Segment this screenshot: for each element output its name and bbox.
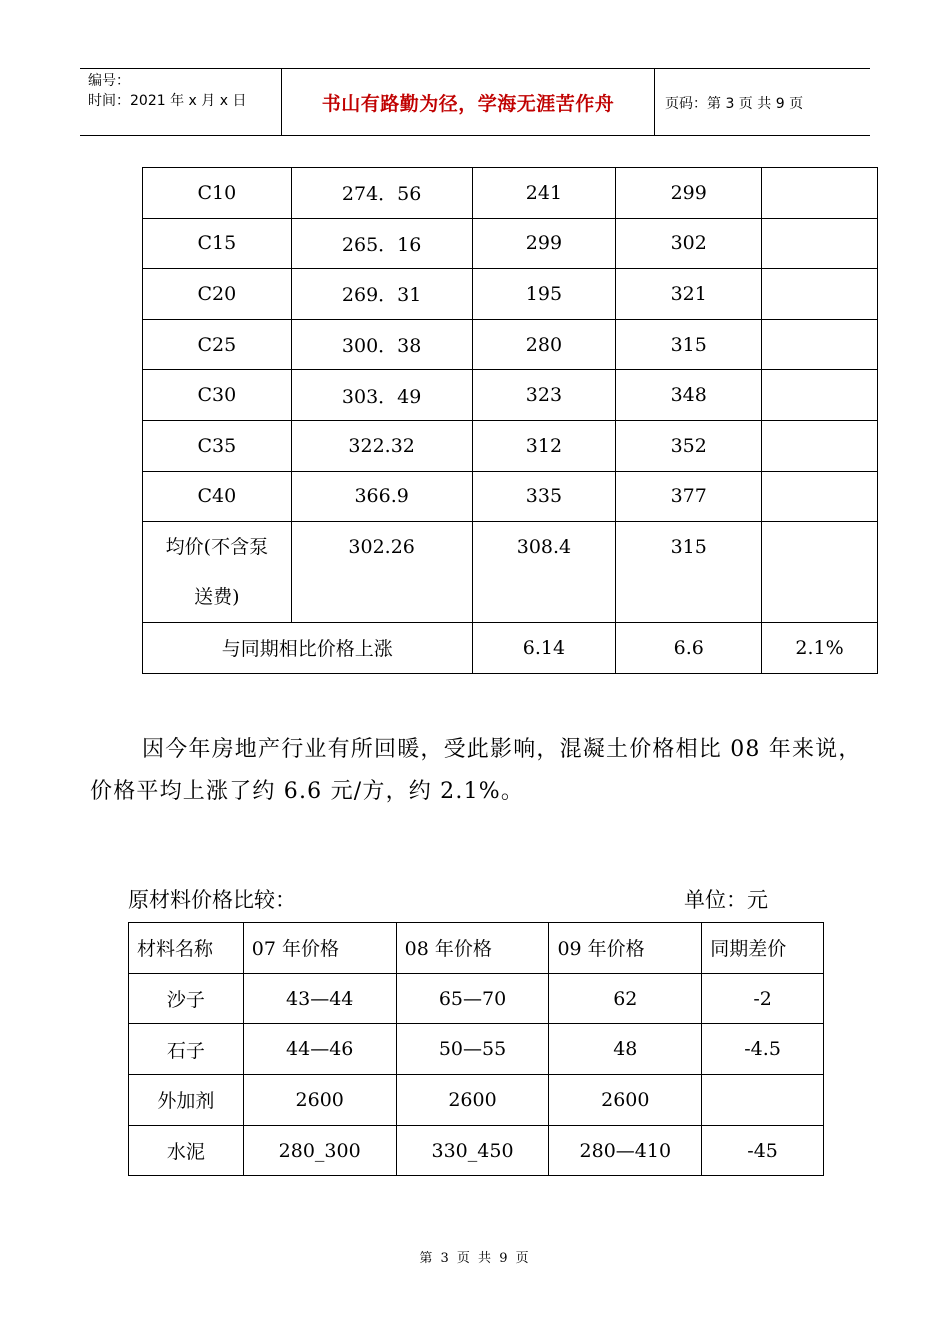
value-cell: 377 (616, 471, 762, 522)
materials-price-table (128, 922, 824, 1176)
value-cell: 241 (472, 168, 616, 219)
value-cell: 280_300 (243, 1125, 396, 1176)
value-cell: 195 (472, 269, 616, 320)
material-name-cell: 外加剂 (129, 1075, 244, 1126)
value-cell (762, 471, 878, 522)
grade-cell: C15 (143, 218, 292, 269)
value-cell: 274．56 (291, 168, 472, 219)
table-row (129, 1024, 824, 1075)
page-label: 页码：第 3 页 共 9 页 (665, 96, 804, 112)
value-cell (762, 522, 878, 623)
value-cell: 62 (549, 973, 702, 1024)
concrete-price-table (142, 167, 878, 674)
table-row (143, 319, 878, 370)
table-row (143, 420, 878, 471)
value-cell: 315 (616, 522, 762, 623)
date-label: 时间：2021 年 x 月 x 日 (88, 93, 247, 109)
rise-label-cell: 与同期相比价格上涨 (143, 623, 473, 674)
average-label-cell (143, 522, 292, 623)
value-cell: 323 (472, 370, 616, 421)
material-name-cell: 沙子 (129, 973, 244, 1024)
header-row (129, 923, 824, 974)
number-label: 编号： (88, 73, 130, 89)
column-header: 09 年价格 (549, 923, 702, 974)
value-cell (762, 269, 878, 320)
value-cell (762, 168, 878, 219)
column-header: 08 年价格 (396, 923, 549, 974)
value-cell: 6.14 (472, 623, 616, 674)
value-cell: 50—55 (396, 1024, 549, 1075)
value-cell: 366.9 (291, 471, 472, 522)
value-cell: 299 (472, 218, 616, 269)
column-header: 07 年价格 (243, 923, 396, 974)
average-row (143, 522, 878, 623)
value-cell: 280—410 (549, 1125, 702, 1176)
value-cell: 308.4 (472, 522, 616, 623)
value-cell: 2600 (549, 1075, 702, 1126)
value-cell: 303．49 (291, 370, 472, 421)
table-row (129, 1125, 824, 1176)
table-row (143, 218, 878, 269)
value-cell: 280 (472, 319, 616, 370)
rise-row (143, 623, 878, 674)
grade-cell: C10 (143, 168, 292, 219)
value-cell: 315 (616, 319, 762, 370)
value-cell: 43—44 (243, 973, 396, 1024)
grade-cell: C20 (143, 269, 292, 320)
value-cell: 269．31 (291, 269, 472, 320)
value-cell: 65—70 (396, 973, 549, 1024)
value-cell: 300．38 (291, 319, 472, 370)
value-cell (762, 319, 878, 370)
header-meta (80, 69, 281, 135)
value-cell: 322.32 (291, 420, 472, 471)
page-footer: 第 3 页 共 9 页 (419, 1251, 531, 1266)
value-cell: 48 (549, 1024, 702, 1075)
material-name-cell: 水泥 (129, 1125, 244, 1176)
unit-label: 单位：元 (684, 888, 768, 912)
table-row (143, 269, 878, 320)
summary-paragraph: 因今年房地产行业有所回暖，受此影响，混凝土价格相比 08 年来说，价格平均上涨了约 6.6 元/方，约 2.1%。 (90, 737, 862, 804)
value-cell: 348 (616, 370, 762, 421)
value-cell: 44—46 (243, 1024, 396, 1075)
motto: 书山有路勤为径，学海无涯苦作舟 (321, 93, 615, 115)
value-cell (762, 370, 878, 421)
value-cell: 299 (616, 168, 762, 219)
materials-caption: 原材料价格比较： (128, 888, 296, 912)
table-row (129, 1075, 824, 1126)
value-cell: 330_450 (396, 1125, 549, 1176)
material-name-cell: 石子 (129, 1024, 244, 1075)
grade-cell: C25 (143, 319, 292, 370)
value-cell: 312 (472, 420, 616, 471)
grade-cell: C35 (143, 420, 292, 471)
average-label-line1: 均价(不含泵 (165, 536, 269, 559)
header-motto-cell (281, 69, 655, 135)
table-row (143, 471, 878, 522)
value-cell: 265．16 (291, 218, 472, 269)
average-label-line2: 送费) (194, 586, 240, 609)
column-header: 材料名称 (129, 923, 244, 974)
grade-cell: C30 (143, 370, 292, 421)
value-cell: 2.1% (762, 623, 878, 674)
table-row (143, 168, 878, 219)
grade-cell: C40 (143, 471, 292, 522)
value-cell: -45 (702, 1125, 824, 1176)
value-cell: -2 (702, 973, 824, 1024)
value-cell: 335 (472, 471, 616, 522)
value-cell (762, 218, 878, 269)
table-row (143, 370, 878, 421)
document-header (80, 68, 870, 136)
value-cell: 2600 (396, 1075, 549, 1126)
value-cell (762, 420, 878, 471)
column-header: 同期差价 (702, 923, 824, 974)
value-cell: 352 (616, 420, 762, 471)
value-cell: 302 (616, 218, 762, 269)
value-cell: -4.5 (702, 1024, 824, 1075)
value-cell (702, 1075, 824, 1126)
value-cell: 6.6 (616, 623, 762, 674)
value-cell: 302.26 (291, 522, 472, 623)
value-cell: 2600 (243, 1075, 396, 1126)
table-row (129, 973, 824, 1024)
value-cell: 321 (616, 269, 762, 320)
